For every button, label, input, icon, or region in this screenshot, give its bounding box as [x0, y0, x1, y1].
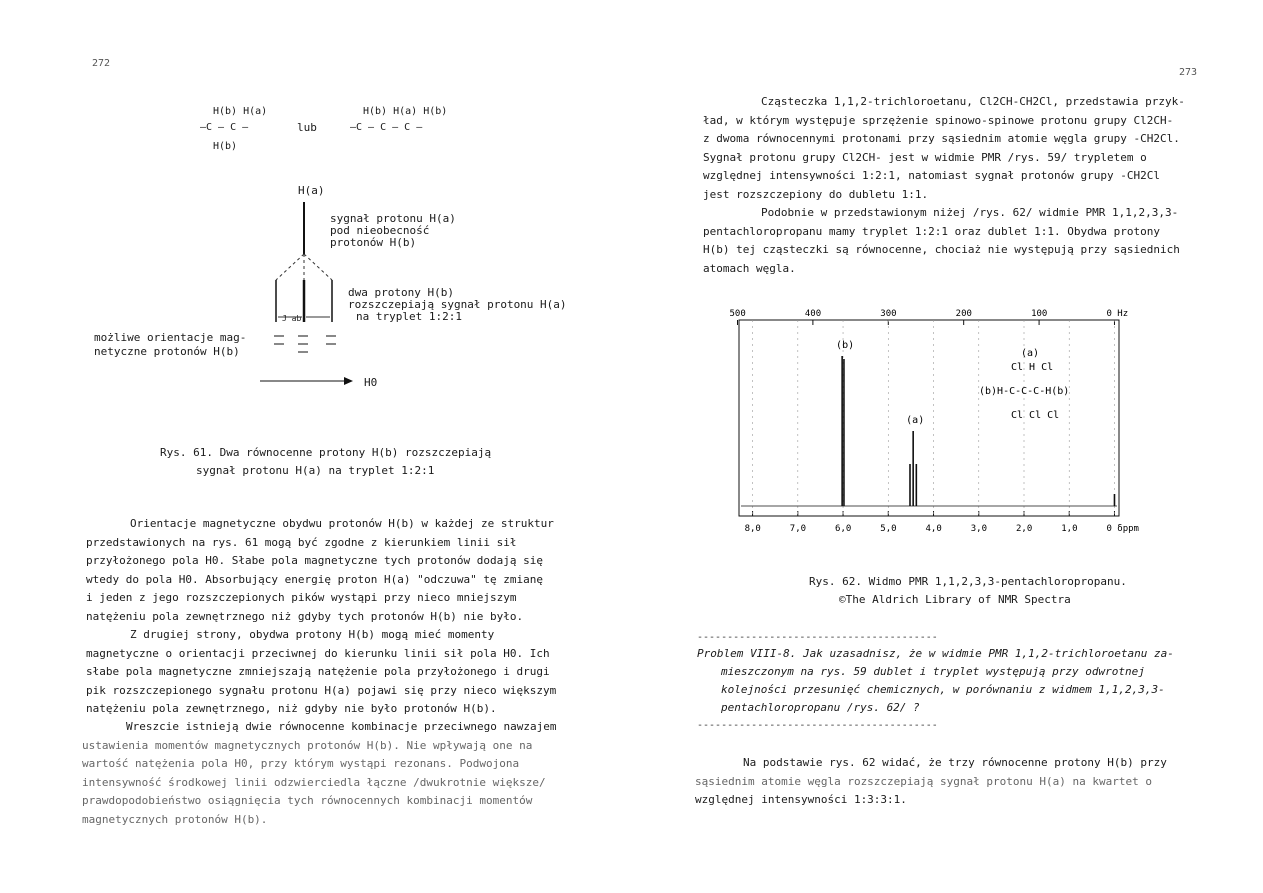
- molecule-b-top: H(b) H(a) H(b): [363, 106, 448, 117]
- plot-frame: [739, 320, 1119, 516]
- structure-row: Cl H Cl: [1011, 362, 1054, 373]
- divider-top: ----------------------------------------: [697, 632, 938, 643]
- structure-row: Cl Cl Cl: [1011, 410, 1060, 421]
- figure-62-caption: Rys. 62. Widmo PMR 1,1,2,3,3-pentachloropropanu. ©The Aldrich Library of NMR Spectra: [809, 575, 1127, 606]
- paragraph-3: Wreszcie istnieją dwie równocenne kombinacje przeciwnego nawzajem ustawienia momentów magnetycznych protonów H(b). Nie wpływają one na wartość natężenia pola H0, przy którym wystąpi rezonans. Podwojona intensywność środkowej linii odzwierciedla łączne /dwukrotnie większe/ prawdopodobieństwo osiągnięcia tych równocennych kombinacji momentów magnetycznych protonów H(b).: [82, 720, 557, 826]
- signal-label: sygnał protonu H(a) pod nieobecność protonów H(b): [330, 212, 456, 249]
- molecule-a-chain: —C — C —: [200, 122, 249, 133]
- paragraph-1: Cząsteczka 1,1,2-trichloroetanu, Cl2CH-CH2Cl, przedstawia przyk- ład, w którym występuje sprzężenie spinowo-spinowe protonu grupy Cl2CH- z dwoma równocennymi protonami przy sąsiednim atomie węgla grupy -CH2Cl. Sygnał protonu grupy Cl2CH- jest w widmie PMR /rys. 59/ trypletem o względnej intensywności 1:2:1, natomiast sygnał protonów grupy -CH2Cl jest rozszczepiony do dubletu 1:1.: [703, 95, 1185, 201]
- structure-label: (a): [1021, 348, 1040, 359]
- bottom-tick-label: 5,0: [880, 524, 897, 534]
- figure-61-caption: Rys. 61. Dwa równocenne protony H(b) rozszczepiają sygnał protonu H(a) na tryplet 1:2:1: [160, 446, 492, 477]
- left-page: [0, 0, 631, 893]
- page-number: 272: [92, 58, 111, 69]
- field-label: H0: [364, 376, 378, 389]
- nmr-spectrum-chart: [729, 300, 1189, 550]
- bottom-tick-label: 0 δppm: [1106, 524, 1139, 534]
- paragraph-2: Z drugiej strony, obydwa protony H(b) mogą mieć momenty magnetyczne o orientacji przeciwnej do kierunku linii sił pola H0. Ich słabe pola magnetyczne zmniejszają natężenie pola przyłożonego i drugi pik rozszczepionego sygnału protonu H(a) pojawi się przy nieco większym natężeniu pola zewnętrznego, niż gdyby nie było protonów H(b).: [86, 628, 557, 715]
- bottom-tick-label: 4,0: [925, 524, 942, 534]
- bottom-tick-label: 3,0: [970, 524, 988, 534]
- field-arrow: [258, 374, 358, 388]
- peak-label: (a): [906, 415, 925, 426]
- top-tick-label: 400: [804, 309, 822, 319]
- orientation-label: możliwe orientacje mag- netyczne protonów H(b): [94, 331, 247, 358]
- split-label: dwa protony H(b) rozszczepiają sygnał protonu H(a) na tryplet 1:2:1: [348, 286, 567, 323]
- bottom-tick-label: 1,0: [1061, 524, 1078, 534]
- molecule-b-chain: —C — C — C —: [350, 122, 423, 133]
- j-coupling-label: J ab: [282, 314, 302, 323]
- bottom-tick-label: 8,0: [744, 524, 761, 534]
- bottom-tick-label: 2,0: [1016, 524, 1033, 534]
- bottom-tick-label: 6,0: [835, 524, 852, 534]
- top-tick-label: 500: [729, 309, 746, 319]
- diagram-top-label: H(a): [298, 184, 325, 197]
- top-tick-label: 200: [955, 309, 972, 319]
- top-tick-label: 100: [1031, 309, 1048, 319]
- or-word: lub: [297, 121, 317, 134]
- bottom-tick-label: 7,0: [789, 524, 807, 534]
- page-number: 273: [1179, 67, 1198, 78]
- peak-label: (b): [836, 340, 855, 351]
- paragraph-3: Na podstawie rys. 62 widać, że trzy równocenne protony H(b) przy sąsiednim atomie węgla rozszczepiają sygnał protonu H(a) na kwartet o względnej intensywności 1:3:3:1.: [695, 756, 1167, 806]
- structure-row: (b)H-C-C-C-H(b): [979, 386, 1070, 397]
- top-tick-label: 0 Hz: [1106, 309, 1129, 319]
- molecule-a-bottom: H(b): [213, 141, 238, 152]
- paragraph-1: Orientacje magnetyczne obydwu protonów H(b) w każdej ze struktur przedstawionych na rys. 61 mogą być zgodne z kierunkiem linii sił przyłożonego pola H0. Słabe pola magnetyczne tych protonów dodają się wtedy do pola H0. Absorbujący energię proton H(a) "odczuwa" tę zmianę i jeden z jego rozszczepionych pików wystąpi przy nieco mniejszym natężeniu pola zewnętrznego niż gdyby tych protonów H(b) nie było.: [86, 517, 554, 623]
- paragraph-2: Podobnie w przedstawionym niżej /rys. 62/ widmie PMR 1,1,2,3,3- pentachloropropanu mamy tryplet 1:2:1 oraz dublet 1:1. Obydwa protony H(b) tej cząsteczki są równocenne, chociaż nie występują przy sąsiednich atomach węgla.: [703, 206, 1180, 275]
- molecule-a-top: H(b) H(a): [213, 106, 268, 117]
- problem-text: Problem VIII-8. Jak uzasadnisz, że w widmie PMR 1,1,2-trichloroetanu za- mieszczonym na rys. 59 dublet i tryplet występują przy odwrotnej kolejności przesunięć chemicznych, w porównaniu z widmem 1,1,2,3,3- pentachloropropanu /rys. 62/ ?: [697, 647, 1174, 714]
- divider-bottom: ----------------------------------------: [697, 720, 938, 731]
- right-page: [631, 0, 1263, 893]
- top-tick-label: 300: [880, 309, 897, 319]
